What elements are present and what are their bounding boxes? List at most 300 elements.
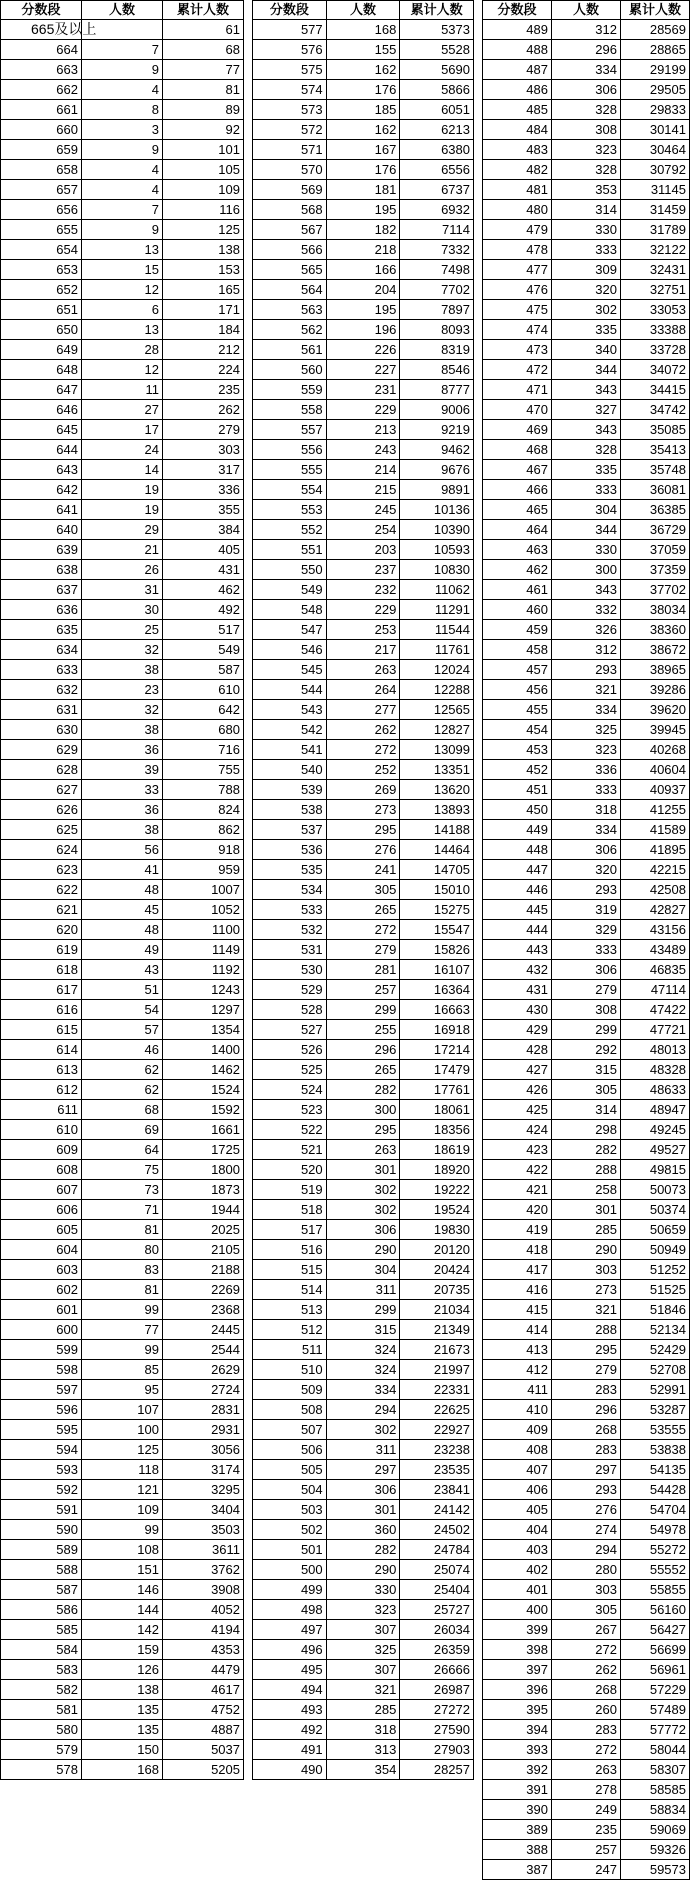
table-row (253, 1240, 474, 1260)
table-row (253, 200, 474, 220)
table-row (253, 220, 474, 240)
cell-score-range: 525 (253, 1060, 327, 1080)
cell-cumulative: 9006 (400, 400, 474, 420)
cell-count: 138 (82, 1680, 163, 1700)
table-row (1, 900, 244, 920)
table-row (483, 1380, 690, 1400)
cell-cumulative: 3503 (163, 1520, 244, 1540)
cell-count: 39 (82, 760, 163, 780)
cell-score-range: 490 (253, 1760, 327, 1780)
cell-score-range: 661 (1, 100, 82, 120)
cell-count: 255 (326, 1020, 400, 1040)
table-row (1, 700, 244, 720)
table-row (253, 1140, 474, 1160)
cell-cumulative: 47114 (621, 980, 690, 1000)
cell-score-range: 550 (253, 560, 327, 580)
cell-count: 343 (552, 420, 621, 440)
cell-count: 8 (82, 100, 163, 120)
table-row (1, 320, 244, 340)
cell-count: 109 (82, 1500, 163, 1520)
cell-cumulative: 14464 (400, 840, 474, 860)
cell-score-range: 566 (253, 240, 327, 260)
cell-score-range: 559 (253, 380, 327, 400)
cell-score-range: 562 (253, 320, 327, 340)
cell-cumulative: 1944 (163, 1200, 244, 1220)
cell-score-range: 405 (483, 1500, 552, 1520)
cell-count: 307 (326, 1620, 400, 1640)
cell-score-range: 640 (1, 520, 82, 540)
cell-cumulative: 29505 (621, 80, 690, 100)
table-row (1, 280, 244, 300)
cell-cumulative: 48013 (621, 1040, 690, 1060)
table-row (253, 1420, 474, 1440)
table-row (483, 160, 690, 180)
table-row (483, 1300, 690, 1320)
cell-score-range: 416 (483, 1280, 552, 1300)
cell-count: 279 (326, 940, 400, 960)
cell-count: 329 (552, 920, 621, 940)
table-row (253, 560, 474, 580)
cell-count: 7 (82, 40, 163, 60)
table-row (1, 500, 244, 520)
cell-cumulative: 918 (163, 840, 244, 860)
cell-cumulative: 4194 (163, 1620, 244, 1640)
table-row (1, 860, 244, 880)
cell-cumulative: 32751 (621, 280, 690, 300)
cell-cumulative: 16663 (400, 1000, 474, 1020)
cell-cumulative: 51525 (621, 1280, 690, 1300)
cell-cumulative: 23238 (400, 1440, 474, 1460)
table-row (1, 1280, 244, 1300)
cell-score-range: 589 (1, 1540, 82, 1560)
cell-score-range: 638 (1, 560, 82, 580)
cell-cumulative: 3404 (163, 1500, 244, 1520)
cell-count: 276 (552, 1500, 621, 1520)
cell-cumulative: 125 (163, 220, 244, 240)
cell-cumulative: 36081 (621, 480, 690, 500)
cell-count: 327 (552, 400, 621, 420)
cell-score-range: 492 (253, 1720, 327, 1740)
table-row (253, 1220, 474, 1240)
cell-cumulative: 30141 (621, 120, 690, 140)
cell-count: 340 (552, 340, 621, 360)
table-row (1, 240, 244, 260)
cell-cumulative: 77 (163, 60, 244, 80)
cell-count: 245 (326, 500, 400, 520)
cell-count: 257 (552, 1840, 621, 1860)
cell-count: 126 (82, 1660, 163, 1680)
cell-score-range: 513 (253, 1300, 327, 1320)
cell-score-range: 488 (483, 40, 552, 60)
cell-cumulative: 27272 (400, 1700, 474, 1720)
cell-score-range: 553 (253, 500, 327, 520)
cell-score-range: 432 (483, 960, 552, 980)
cell-cumulative: 2368 (163, 1300, 244, 1320)
cell-score-range: 516 (253, 1240, 327, 1260)
cell-score-range: 623 (1, 860, 82, 880)
cell-count: 282 (326, 1080, 400, 1100)
cell-cumulative: 109 (163, 180, 244, 200)
cell-count: 265 (326, 900, 400, 920)
cell-score-range: 409 (483, 1420, 552, 1440)
cell-score-range: 483 (483, 140, 552, 160)
cell-count: 300 (552, 560, 621, 580)
cell-score-range: 482 (483, 160, 552, 180)
cell-cumulative: 384 (163, 520, 244, 540)
cell-cumulative: 10593 (400, 540, 474, 560)
table-row (253, 1600, 474, 1620)
cell-cumulative: 28865 (621, 40, 690, 60)
header-score-range: 分数段 (1, 1, 82, 20)
cell-count: 288 (552, 1160, 621, 1180)
cell-count: 304 (552, 500, 621, 520)
cell-cumulative: 59069 (621, 1820, 690, 1840)
table-row (483, 440, 690, 460)
cell-cumulative: 26034 (400, 1620, 474, 1640)
cell-cumulative: 54135 (621, 1460, 690, 1480)
table-row (483, 420, 690, 440)
cell-cumulative: 59326 (621, 1840, 690, 1860)
cell-score-range: 617 (1, 980, 82, 1000)
cell-count: 48 (82, 920, 163, 940)
cell-score-range: 422 (483, 1160, 552, 1180)
cell-cumulative: 31789 (621, 220, 690, 240)
cell-score-range: 610 (1, 1120, 82, 1140)
cell-score-range: 478 (483, 240, 552, 260)
cell-count: 229 (326, 400, 400, 420)
cell-count: 334 (326, 1380, 400, 1400)
cell-score-range: 421 (483, 1180, 552, 1200)
cell-score-range: 608 (1, 1160, 82, 1180)
cell-cumulative: 21673 (400, 1340, 474, 1360)
cell-score-range: 443 (483, 940, 552, 960)
table-row (483, 1060, 690, 1080)
cell-cumulative: 18356 (400, 1120, 474, 1140)
table-body (483, 20, 690, 1880)
table-row (1, 580, 244, 600)
cell-count: 25 (82, 620, 163, 640)
cell-count: 185 (326, 100, 400, 120)
table-row (1, 540, 244, 560)
cell-score-range: 568 (253, 200, 327, 220)
cell-count: 46 (82, 1040, 163, 1060)
table-row (253, 620, 474, 640)
cell-cumulative: 11062 (400, 580, 474, 600)
cell-score-range: 476 (483, 280, 552, 300)
cell-score-range: 642 (1, 480, 82, 500)
cell-count: 32 (82, 640, 163, 660)
cell-count: 312 (552, 20, 621, 40)
cell-cumulative: 24142 (400, 1500, 474, 1520)
table-row (253, 820, 474, 840)
cell-count: 294 (326, 1400, 400, 1420)
cell-score-range: 545 (253, 660, 327, 680)
cell-score-range: 461 (483, 580, 552, 600)
table-row (253, 380, 474, 400)
cell-score-range: 570 (253, 160, 327, 180)
cell-score-range: 542 (253, 720, 327, 740)
cell-cumulative: 57772 (621, 1720, 690, 1740)
cell-cumulative: 39286 (621, 680, 690, 700)
table-row (483, 1120, 690, 1140)
cell-count: 320 (552, 860, 621, 880)
table-row (483, 960, 690, 980)
table-row (253, 600, 474, 620)
cell-count: 283 (552, 1720, 621, 1740)
table-row (1, 1760, 244, 1780)
cell-count: 268 (552, 1420, 621, 1440)
cell-score-range: 413 (483, 1340, 552, 1360)
cell-count: 243 (326, 440, 400, 460)
cell-cumulative: 28257 (400, 1760, 474, 1780)
cell-score-range: 504 (253, 1480, 327, 1500)
cell-score-range: 465 (483, 500, 552, 520)
cell-count: 302 (326, 1420, 400, 1440)
cell-score-range: 496 (253, 1640, 327, 1660)
cell-score-range: 471 (483, 380, 552, 400)
cell-cumulative: 57229 (621, 1680, 690, 1700)
cell-count: 301 (326, 1160, 400, 1180)
cell-cumulative: 38965 (621, 660, 690, 680)
cell-score-range: 541 (253, 740, 327, 760)
table-row (1, 780, 244, 800)
cell-cumulative: 34072 (621, 360, 690, 380)
cell-cumulative: 48328 (621, 1060, 690, 1080)
cell-cumulative: 32431 (621, 260, 690, 280)
cell-cumulative: 153 (163, 260, 244, 280)
cell-score-range: 455 (483, 700, 552, 720)
cell-cumulative: 29199 (621, 60, 690, 80)
table-row (483, 940, 690, 960)
table-row (483, 540, 690, 560)
cell-count: 258 (552, 1180, 621, 1200)
table-row (483, 700, 690, 720)
table-row (253, 1680, 474, 1700)
cell-count: 196 (326, 320, 400, 340)
cell-cumulative: 1052 (163, 900, 244, 920)
cell-cumulative: 46835 (621, 960, 690, 980)
table-row (1, 180, 244, 200)
table-row (253, 1100, 474, 1120)
cell-score-range: 580 (1, 1720, 82, 1740)
cell-cumulative: 4617 (163, 1680, 244, 1700)
cell-count: 51 (82, 980, 163, 1000)
table-row (253, 360, 474, 380)
cell-cumulative: 56699 (621, 1640, 690, 1660)
cell-cumulative: 5528 (400, 40, 474, 60)
cell-score-range: 605 (1, 1220, 82, 1240)
cell-count: 43 (82, 960, 163, 980)
cell-score-range: 643 (1, 460, 82, 480)
cell-count: 334 (552, 700, 621, 720)
cell-score-range: 593 (1, 1460, 82, 1480)
cell-cumulative: 58307 (621, 1760, 690, 1780)
score-table (482, 0, 690, 1880)
table-row (483, 1660, 690, 1680)
cell-cumulative: 788 (163, 780, 244, 800)
cell-score-range: 484 (483, 120, 552, 140)
cell-score-range: 603 (1, 1260, 82, 1280)
cell-score-range: 503 (253, 1500, 327, 1520)
cell-cumulative: 29833 (621, 100, 690, 120)
table-row (483, 180, 690, 200)
cell-score-range: 511 (253, 1340, 327, 1360)
cell-score-range: 499 (253, 1580, 327, 1600)
cell-score-range: 462 (483, 560, 552, 580)
cell-cumulative: 35748 (621, 460, 690, 480)
cell-cumulative: 27903 (400, 1740, 474, 1760)
cell-score-range: 540 (253, 760, 327, 780)
table-row (1, 1340, 244, 1360)
cell-count: 344 (552, 360, 621, 380)
table-row (1, 1320, 244, 1340)
cell-score-range: 537 (253, 820, 327, 840)
cell-count: 81 (82, 1220, 163, 1240)
cell-count: 77 (82, 1320, 163, 1340)
cell-score-range: 651 (1, 300, 82, 320)
cell-score-range: 624 (1, 840, 82, 860)
cell-count: 167 (326, 140, 400, 160)
cell-count: 135 (82, 1720, 163, 1740)
header-cumulative: 累计人数 (400, 1, 474, 20)
cell-score-range: 449 (483, 820, 552, 840)
cell-score-range: 407 (483, 1460, 552, 1480)
cell-cumulative: 1007 (163, 880, 244, 900)
table-row (253, 1120, 474, 1140)
cell-cumulative: 50949 (621, 1240, 690, 1260)
cell-score-range: 636 (1, 600, 82, 620)
cell-cumulative: 355 (163, 500, 244, 520)
cell-score-range: 393 (483, 1740, 552, 1760)
cell-cumulative: 56160 (621, 1600, 690, 1620)
cell-cumulative: 959 (163, 860, 244, 880)
cell-cumulative: 7498 (400, 260, 474, 280)
table-row (1, 360, 244, 380)
cell-score-range: 563 (253, 300, 327, 320)
cell-score-range: 621 (1, 900, 82, 920)
table-row (253, 180, 474, 200)
cell-count: 320 (552, 280, 621, 300)
cell-count: 293 (552, 880, 621, 900)
score-table-column-2 (252, 0, 474, 1780)
cell-cumulative: 68 (163, 40, 244, 60)
table-row (1, 20, 244, 40)
cell-score-range: 620 (1, 920, 82, 940)
cell-count: 353 (552, 180, 621, 200)
table-row (1, 380, 244, 400)
table-row (483, 1340, 690, 1360)
table-row (483, 1020, 690, 1040)
table-row (253, 700, 474, 720)
cell-count: 294 (552, 1540, 621, 1560)
table-row (1, 1300, 244, 1320)
cell-cumulative: 3056 (163, 1440, 244, 1460)
table-row (483, 860, 690, 880)
cell-cumulative: 2269 (163, 1280, 244, 1300)
table-row (1, 60, 244, 80)
cell-cumulative: 336 (163, 480, 244, 500)
table-row (1, 120, 244, 140)
cell-score-range: 431 (483, 980, 552, 1000)
cell-score-range: 575 (253, 60, 327, 80)
cell-score-range: 635 (1, 620, 82, 640)
cell-score-range: 475 (483, 300, 552, 320)
table-row (483, 1800, 690, 1820)
table-row (253, 1540, 474, 1560)
cell-score-range: 518 (253, 1200, 327, 1220)
cell-cumulative: 587 (163, 660, 244, 680)
cell-cumulative: 48633 (621, 1080, 690, 1100)
cell-count: 176 (326, 160, 400, 180)
table-row (1, 1580, 244, 1600)
table-row (483, 220, 690, 240)
cell-count: 213 (326, 420, 400, 440)
cell-score-range: 498 (253, 1600, 327, 1620)
cell-count: 330 (326, 1580, 400, 1600)
cell-count: 293 (552, 660, 621, 680)
cell-cumulative: 35413 (621, 440, 690, 460)
cell-cumulative: 40604 (621, 760, 690, 780)
cell-count: 306 (326, 1220, 400, 1240)
table-row (253, 1340, 474, 1360)
table-row (1, 600, 244, 620)
table-row (1, 1360, 244, 1380)
cell-score-range: 595 (1, 1420, 82, 1440)
cell-cumulative: 9462 (400, 440, 474, 460)
cell-count: 323 (552, 740, 621, 760)
cell-cumulative: 55855 (621, 1580, 690, 1600)
table-row (483, 200, 690, 220)
cell-cumulative: 28569 (621, 20, 690, 40)
cell-score-range: 391 (483, 1780, 552, 1800)
cell-score-range: 388 (483, 1840, 552, 1860)
cell-cumulative: 4353 (163, 1640, 244, 1660)
cell-count: 298 (552, 1120, 621, 1140)
cell-cumulative: 11544 (400, 620, 474, 640)
table-row (1, 100, 244, 120)
cell-count: 302 (326, 1180, 400, 1200)
cell-count: 321 (552, 1300, 621, 1320)
cell-score-range: 524 (253, 1080, 327, 1100)
table-row (483, 760, 690, 780)
cell-score-range: 536 (253, 840, 327, 860)
cell-score-range: 583 (1, 1660, 82, 1680)
cell-score-range: 430 (483, 1000, 552, 1020)
table-row (1, 220, 244, 240)
cell-cumulative: 49245 (621, 1120, 690, 1140)
cell-score-range: 543 (253, 700, 327, 720)
table-row (253, 1160, 474, 1180)
cell-score-range: 463 (483, 540, 552, 560)
cell-count: 334 (552, 820, 621, 840)
cell-score-range: 588 (1, 1560, 82, 1580)
cell-cumulative: 22625 (400, 1400, 474, 1420)
table-row (253, 720, 474, 740)
cell-count: 195 (326, 200, 400, 220)
table-row (483, 280, 690, 300)
cell-cumulative: 57489 (621, 1700, 690, 1720)
cell-count: 324 (326, 1340, 400, 1360)
cell-count: 308 (552, 120, 621, 140)
cell-count: 155 (326, 40, 400, 60)
cell-cumulative: 37059 (621, 540, 690, 560)
cell-cumulative: 54704 (621, 1500, 690, 1520)
cell-score-range: 639 (1, 540, 82, 560)
cell-count: 227 (326, 360, 400, 380)
cell-count: 38 (82, 820, 163, 840)
cell-score-range: 546 (253, 640, 327, 660)
table-row (483, 580, 690, 600)
